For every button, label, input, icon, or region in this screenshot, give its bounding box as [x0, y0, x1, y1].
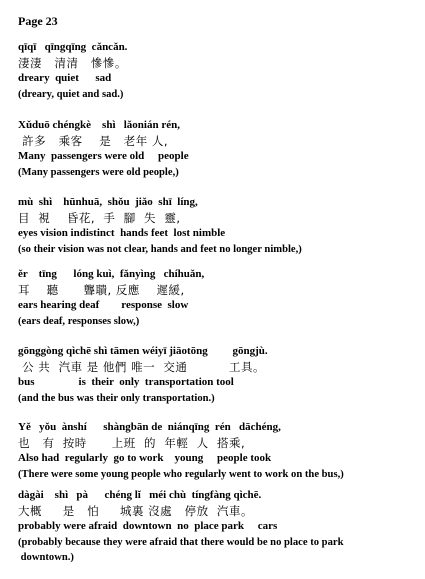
- translation-line: (ears deaf, responses slow,): [18, 315, 140, 327]
- translation-line: (probably because they were afraid that there would be no place to park: [18, 536, 344, 548]
- chinese-line: 目 視 昏花, 手 腳 失 靈,: [18, 210, 181, 225]
- phrase-block-2: [18, 118, 418, 180]
- gloss-line: eyes vision indistinct hands feet lost nimble: [18, 227, 226, 239]
- translation-line: (so their vision was not clear, hands and feet no longer nimble,): [18, 243, 302, 255]
- gloss-line: Many passengers were old people: [18, 150, 189, 162]
- phrase-block-6: [18, 420, 418, 482]
- phrase-block-5: [18, 344, 418, 406]
- pinyin-line: Xǔduō chéngkè shì lǎonián rén,: [18, 119, 180, 131]
- chinese-line: 公 共 汽車 是 他們 唯一 交通 工具。: [18, 359, 265, 374]
- gloss-line: probably were afraid downtown no place park cars: [18, 520, 278, 532]
- phrase-block-3: [18, 195, 418, 257]
- chinese-line: 許多 乘客 是 老年 人,: [18, 133, 169, 148]
- chinese-line: 耳 聽 聾聵, 反應 遲緩,: [18, 282, 185, 297]
- phrase-block-1: [18, 40, 418, 102]
- gloss-line: dreary quiet sad: [18, 72, 112, 84]
- pinyin-line: dàgài shì pà chéng lǐ méi chù tíngfàng qìchē.: [18, 489, 262, 501]
- gloss-line: ears hearing deaf response slow: [18, 299, 189, 311]
- chinese-line: 淒淒 清清 慘慘。: [18, 55, 127, 70]
- pinyin-line: ěr tīng lóng kuì, fǎnyìng chíhuǎn,: [18, 268, 205, 280]
- translation-line: (and the bus was their only transportation.): [18, 392, 215, 404]
- pinyin-line: gōnggòng qìchē shì tāmen wéiyī jiāotōng gōngjù.: [18, 345, 268, 357]
- page-number: Page 23: [18, 14, 58, 28]
- chinese-line: 大概 是 怕 城裏 沒處 停放 汽車。: [18, 503, 253, 518]
- translation-line-continued: downtown.): [18, 552, 74, 563]
- translation-line: (dreary, quiet and sad.): [18, 88, 124, 100]
- translation-line: (There were some young people who regularly went to work on the bus,): [18, 468, 344, 480]
- chinese-line: 也 有 按時 上班 的 年輕 人 搭乘,: [18, 435, 246, 450]
- phrase-block-4: [18, 267, 418, 329]
- pinyin-line: qīqī qīngqīng cǎncǎn.: [18, 41, 128, 53]
- gloss-line: Also had regularly go to work young people took: [18, 452, 272, 464]
- pinyin-line: mù shì hūnhuā, shǒu jiǎo shī líng,: [18, 196, 198, 208]
- gloss-line: bus is their only transportation tool: [18, 376, 234, 388]
- translation-line: (Many passengers were old people,): [18, 166, 179, 178]
- phrase-block-7: [18, 488, 418, 566]
- pinyin-line: Yě yǒu ànshí shàngbān de niánqīng rén dāchéng,: [18, 421, 281, 433]
